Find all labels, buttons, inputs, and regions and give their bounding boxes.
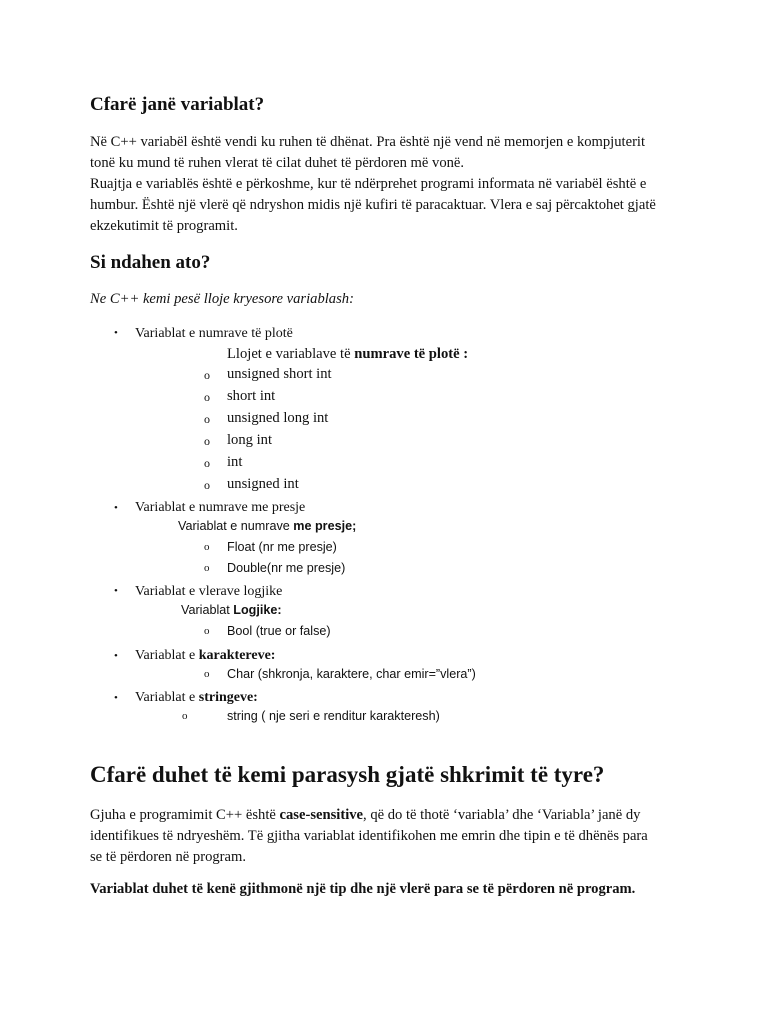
italic-intro: Ne C++ kemi pesë lloje kryesore variablash: <box>90 291 354 307</box>
list-item: long int <box>227 432 272 448</box>
intro-line: ekzekutimit të programit. <box>90 218 238 234</box>
bullet-icon: • <box>114 585 118 597</box>
paragraph-line: identifikues të ndryeshëm. Të gjitha variablat identifikohen me emrin dhe tipin e të dhënës para <box>90 828 648 844</box>
circle-bullet-icon: o <box>204 478 210 492</box>
bullet-icon: • <box>114 692 118 704</box>
intro-line: Në C++ variabël është vendi ku ruhen të dhënat. Pra është një vend në memorjen e kompjuterit <box>90 134 646 150</box>
paragraph-line: Gjuha e programimit C++ është case-sensitive, që do të thotë ‘variabla’ dhe ‘Variabla’ janë dy <box>90 807 641 823</box>
list-item: int <box>227 454 243 470</box>
heading-what-to-consider: Cfarë duhet të kemi parasysh gjatë shkrimit të tyre? <box>90 762 605 787</box>
bullet-icon: • <box>114 327 118 339</box>
group-title-characters: Variablat e karaktereve: <box>135 648 276 663</box>
bullet-icon: • <box>114 502 118 514</box>
group-subtitle-logical: Variablat Logjike: <box>181 603 282 617</box>
group-subtitle-integers: Llojet e variablave të numrave të plotë : <box>227 346 469 362</box>
group-subtitle-floats: Variablat e numrave me presje; <box>178 519 357 533</box>
circle-bullet-icon: o <box>182 710 188 722</box>
circle-bullet-icon: o <box>204 390 210 404</box>
list-item: Double(nr me presje) <box>227 561 346 575</box>
list-item: short int <box>227 388 276 404</box>
group-title-integers: Variablat e numrave të plotë <box>135 326 293 341</box>
list-item: unsigned short int <box>227 366 332 382</box>
circle-bullet-icon: o <box>204 434 210 448</box>
circle-bullet-icon: o <box>204 456 210 470</box>
intro-line: tonë ku mund të ruhen vlerat të cilat duhet të përdoren më vonë. <box>90 155 465 171</box>
final-bold-statement: Variablat duhet të kenë gjithmonë një tip dhe një vlerë para se të përdoren në program. <box>90 881 636 897</box>
paragraph-line: se të përdoren në program. <box>90 849 247 865</box>
intro-line: Ruajtja e variablës është e përkoshme, kur të ndërprehet programi informata në variabël është e <box>90 176 647 192</box>
list-item: unsigned long int <box>227 410 329 426</box>
circle-bullet-icon: o <box>204 668 210 680</box>
group-title-floats: Variablat e numrave me presje <box>135 500 306 515</box>
group-title-logical: Variablat e vlerave logjike <box>135 584 283 599</box>
list-item: string ( nje seri e renditur karakteresh) <box>227 709 440 723</box>
list-item: unsigned int <box>227 476 299 492</box>
circle-bullet-icon: o <box>204 368 210 382</box>
heading-how-divided: Si ndahen ato? <box>90 252 211 273</box>
circle-bullet-icon: o <box>204 562 210 574</box>
circle-bullet-icon: o <box>204 541 210 553</box>
bullet-icon: • <box>114 650 118 662</box>
group-title-strings: Variablat e stringeve: <box>135 690 258 705</box>
intro-line: humbur. Është një vlerë që ndryshon midis një kufiri të paracaktuar. Vlera e saj përcaktohet gjatë <box>90 197 656 213</box>
list-item: Char (shkronja, karaktere, char emir=”vlera”) <box>227 667 476 681</box>
list-item: Float (nr me presje) <box>227 540 337 554</box>
list-item: Bool (true or false) <box>227 624 331 638</box>
circle-bullet-icon: o <box>204 412 210 426</box>
circle-bullet-icon: o <box>204 625 210 637</box>
heading-what-are-variables: Cfarë janë variablat? <box>90 94 265 115</box>
